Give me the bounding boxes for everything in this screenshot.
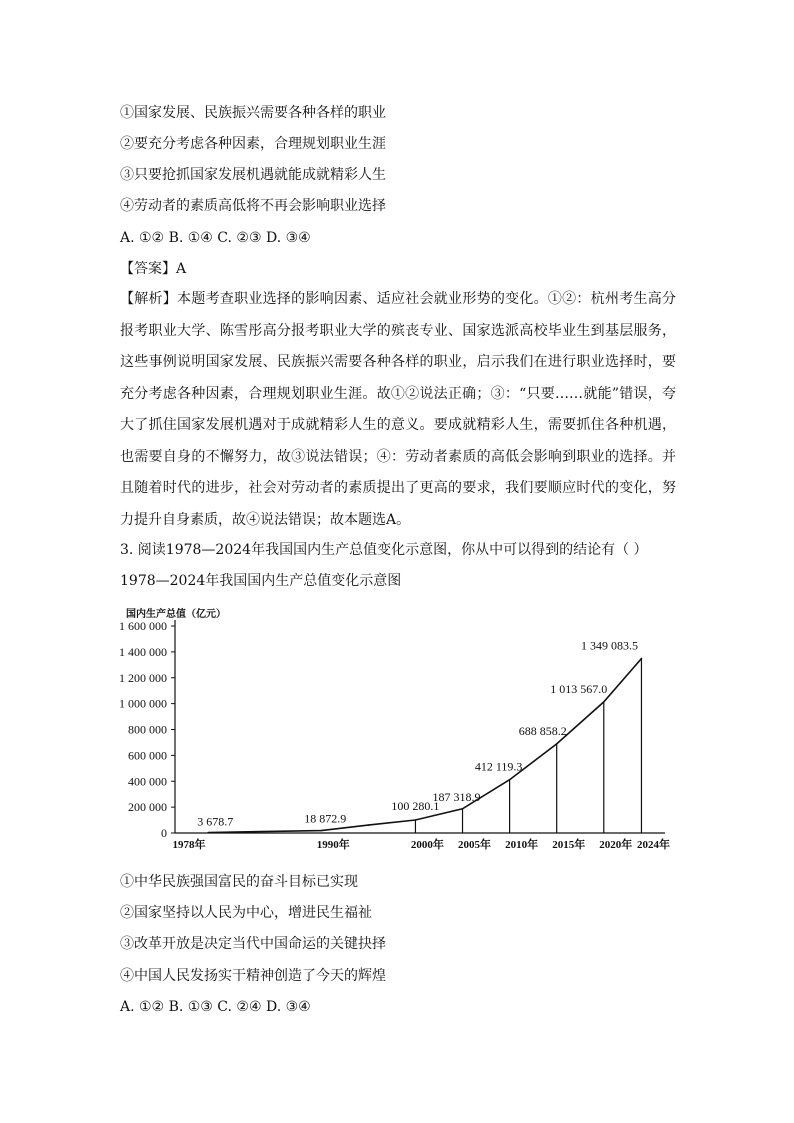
y-tick-label: 1 600 000 [119, 619, 167, 633]
data-point [207, 832, 209, 834]
y-tick-label: 800 000 [128, 722, 167, 737]
q3-option-1: ①中华民族强国富民的奋斗目标已实现 [120, 874, 358, 890]
y-tick-label: 1 000 000 [119, 696, 167, 711]
q2-option-2: ②要充分考虑各种因素，合理规划职业生涯 [120, 136, 386, 152]
x-tick-label: 2024年 [636, 839, 670, 851]
y-tick-label: 200 000 [128, 800, 167, 815]
y-axis-title: 国内生产总值（亿元） [126, 609, 226, 620]
q3-option-3: ③改革开放是决定当代中国命运的关键抉择 [120, 936, 386, 952]
data-label: 3 678.7 [197, 814, 234, 829]
data-point [509, 779, 511, 781]
y-tick-label: 1 200 000 [119, 670, 167, 685]
data-label: 412 119.3 [474, 759, 523, 774]
q3-option-4: ④中国人民发扬实干精神创造了今天的辉煌 [120, 968, 386, 984]
gdp-line-chart [112, 600, 672, 852]
data-label: 688 858.2 [518, 723, 567, 738]
y-tick-label: 600 000 [128, 748, 167, 763]
q3-choices: A. ①② B. ①③ C. ②④ D. ③④ [120, 999, 311, 1015]
q2-analysis: 【解析】本题考查职业选择的影响因素、适应社会就业形势的变化。①②：杭州考生高分报考职业大学、陈雪彤高分报考职业大学的殡丧专业、国家选派高校毕业生到基层服务，这些事例说明国家发展、民族振兴需要各种各样的职业，启示我们在进行职业选择时，要充分考虑各种因素，合理规划职业生涯。故①②说法正确；③：“只要……就能”错误，夸大了抓住国家发展机遇对于成就精彩人生的意义。要成就精彩人生，需要抓住各种机遇，也需要自身的不懈努力，故③说法错误；④：劳动者素质的高低会影响到职业的选择。并且随着时代的进步，社会对劳动者的素质提出了更高的要求，我们要顺应时代的变化，努力提升自身素质，故④说法错误；故本题选A。 [120, 291, 676, 528]
q2-option-1: ①国家发展、民族振兴需要各种各样的职业 [120, 105, 386, 121]
q3-chart-caption: 1978—2024年我国国内生产总值变化示意图 [120, 573, 402, 589]
data-label: 187 318.9 [432, 789, 481, 804]
q2-option-4: ④劳动者的素质高低将不再会影响职业选择 [120, 198, 386, 214]
data-point [462, 808, 464, 810]
x-tick-label: 2005年 [458, 839, 492, 851]
q3-option-2: ②国家坚持以人民为中心，增进民生福祉 [120, 905, 372, 921]
data-point [368, 824, 370, 826]
data-label: 18 872.9 [304, 811, 347, 826]
data-point [556, 743, 558, 745]
x-tick-label: 2000年 [410, 839, 444, 851]
q2-answer: 【答案】A [120, 261, 187, 277]
x-tick-label: 2015年 [552, 839, 586, 851]
x-tick-label: 2020年 [599, 839, 633, 851]
data-point [415, 819, 417, 821]
q2-option-3: ③只要抢抓国家发展机遇就能成就精彩人生 [120, 167, 386, 183]
q3-stem: 3. 阅读1978—2024年我国国内生产总值变化示意图，你从中可以得到的结论有（ ） [120, 542, 648, 558]
x-tick-label: 1990年 [316, 839, 350, 851]
data-label: 1 349 083.5 [580, 638, 638, 653]
x-tick-label: 1978年 [172, 839, 206, 851]
data-point [320, 830, 322, 832]
data-point [603, 701, 605, 703]
y-tick-label: 400 000 [128, 774, 167, 789]
x-tick-label: 2010年 [505, 839, 539, 851]
data-label: 100 280.1 [391, 799, 440, 814]
y-tick-label: 0 [161, 826, 167, 840]
data-point [641, 658, 643, 660]
y-tick-label: 1 400 000 [119, 644, 167, 659]
data-label: 1 013 567.0 [550, 681, 608, 696]
q2-choices: A. ①② B. ①④ C. ②③ D. ③④ [120, 230, 311, 246]
